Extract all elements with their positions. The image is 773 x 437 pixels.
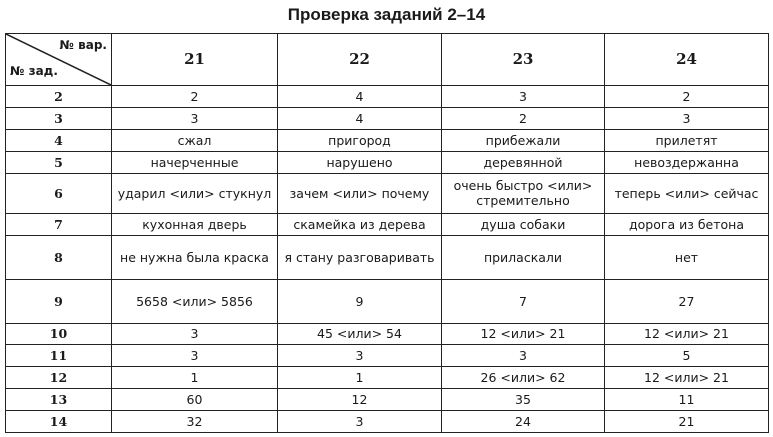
- answer-cell: 12 <или> 21: [605, 323, 769, 345]
- page-title: Проверка заданий 2–14: [287, 5, 486, 24]
- answer-cell: 26 <или> 62: [442, 367, 605, 389]
- answer-cell: прибежали: [442, 129, 605, 151]
- table-row: [6, 279, 769, 323]
- answers-table: [5, 33, 769, 433]
- task-number: 10: [6, 323, 112, 345]
- answer-cell: 12 <или> 21: [605, 367, 769, 389]
- task-number: 6: [6, 173, 112, 214]
- answer-cell: скамейка из дерева: [278, 214, 442, 236]
- task-number: 2: [6, 86, 112, 108]
- answer-cell: 11: [605, 389, 769, 411]
- answer-cell: 27: [605, 279, 769, 323]
- answer-cell: 1: [112, 367, 278, 389]
- answer-cell: не нужна была краска: [112, 236, 278, 280]
- answer-cell: теперь <или> сейчас: [605, 173, 769, 214]
- answer-cell: я стану разговаривать: [278, 236, 442, 280]
- table-row: [6, 411, 769, 433]
- task-number: 4: [6, 129, 112, 151]
- answer-cell: 32: [112, 411, 278, 433]
- answer-cell: 4: [278, 107, 442, 129]
- task-number: 12: [6, 367, 112, 389]
- answer-cell: 12 <или> 21: [442, 323, 605, 345]
- answer-cell: 2: [605, 86, 769, 108]
- answer-cell: приласкали: [442, 236, 605, 280]
- table-row: [6, 323, 769, 345]
- answer-cell: зачем <или> почему: [278, 173, 442, 214]
- answer-cell: дорога из бетона: [605, 214, 769, 236]
- answer-cell: 9: [278, 279, 442, 323]
- table-row: [6, 367, 769, 389]
- answer-cell: душа собаки: [442, 214, 605, 236]
- table-row: [6, 345, 769, 367]
- corner-header-cell: [6, 34, 112, 86]
- task-number: 8: [6, 236, 112, 280]
- answer-cell: 45 <или> 54: [278, 323, 442, 345]
- table-row: [6, 389, 769, 411]
- answer-cell: 35: [442, 389, 605, 411]
- task-number: 9: [6, 279, 112, 323]
- answer-cell: 5: [605, 345, 769, 367]
- answer-cell: 3: [278, 345, 442, 367]
- answer-cell: кухонная дверь: [112, 214, 278, 236]
- task-number: 3: [6, 107, 112, 129]
- answer-cell: пригород: [278, 129, 442, 151]
- header-row: [6, 34, 769, 86]
- answer-cell: деревянной: [442, 151, 605, 173]
- answer-cell: 3: [442, 345, 605, 367]
- variant-header-23: 23: [442, 34, 605, 86]
- variant-label: № вар.: [59, 38, 107, 52]
- task-label: № зад.: [10, 64, 58, 78]
- task-number: 13: [6, 389, 112, 411]
- answer-cell: 60: [112, 389, 278, 411]
- answer-cell: 3: [442, 86, 605, 108]
- table-row: [6, 173, 769, 214]
- table-row: [6, 86, 769, 108]
- answer-cell: прилетят: [605, 129, 769, 151]
- answer-cell: невоздержанна: [605, 151, 769, 173]
- task-number: 11: [6, 345, 112, 367]
- answer-cell: очень быстро <или> стремительно: [442, 173, 605, 214]
- task-number: 7: [6, 214, 112, 236]
- variant-header-24: 24: [605, 34, 769, 86]
- answer-cell: 3: [112, 323, 278, 345]
- answer-cell: 2: [112, 86, 278, 108]
- answer-cell: ударил <или> стукнул: [112, 173, 278, 214]
- answer-cell: 3: [605, 107, 769, 129]
- task-number: 14: [6, 411, 112, 433]
- variant-header-22: 22: [278, 34, 442, 86]
- answer-cell: 1: [278, 367, 442, 389]
- answer-cell: сжал: [112, 129, 278, 151]
- answer-cell: нет: [605, 236, 769, 280]
- table-row: [6, 236, 769, 280]
- answer-cell: 12: [278, 389, 442, 411]
- table-row: [6, 129, 769, 151]
- answer-cell: 21: [605, 411, 769, 433]
- answer-cell: 2: [442, 107, 605, 129]
- answer-cell: 3: [278, 411, 442, 433]
- answer-cell: начерченные: [112, 151, 278, 173]
- answer-cell: нарушено: [278, 151, 442, 173]
- variant-header-21: 21: [112, 34, 278, 86]
- answer-cell: 5658 <или> 5856: [112, 279, 278, 323]
- task-number: 5: [6, 151, 112, 173]
- answer-cell: 3: [112, 345, 278, 367]
- answer-cell: 3: [112, 107, 278, 129]
- table-row: [6, 214, 769, 236]
- table-row: [6, 107, 769, 129]
- answer-cell: 7: [442, 279, 605, 323]
- answer-cell: 24: [442, 411, 605, 433]
- table-row: [6, 151, 769, 173]
- answer-cell: 4: [278, 86, 442, 108]
